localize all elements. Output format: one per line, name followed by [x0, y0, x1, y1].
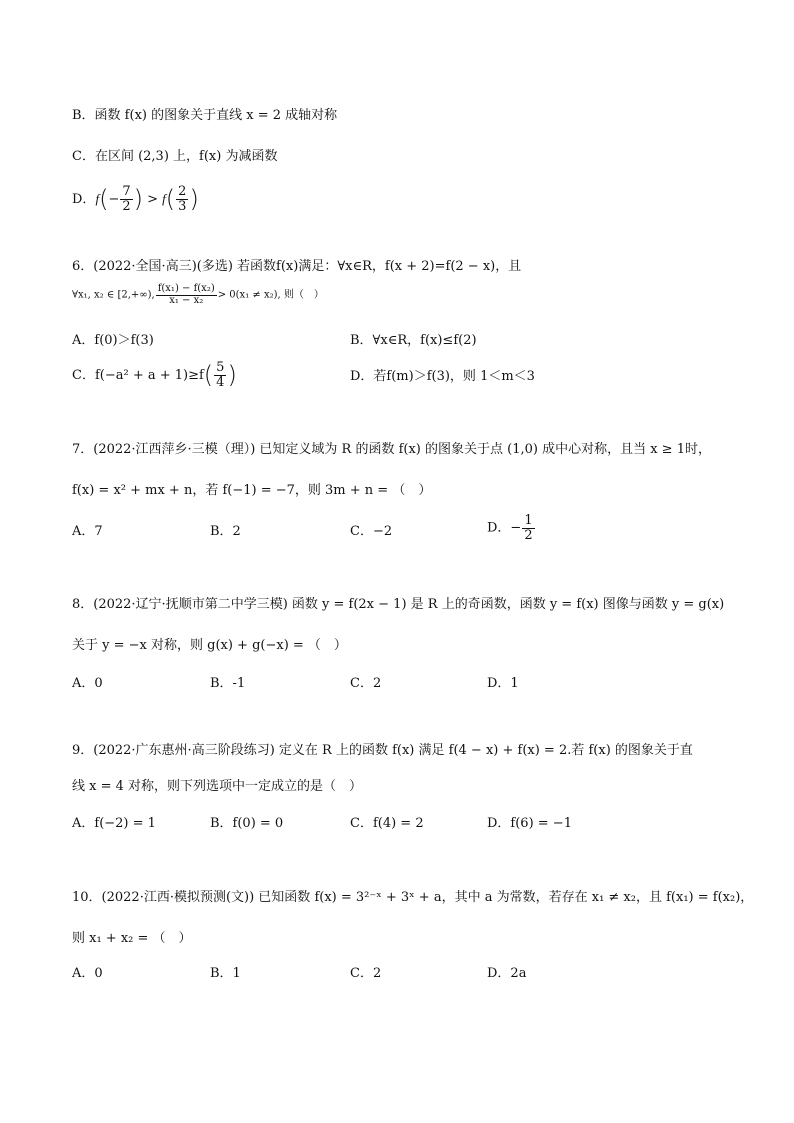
- q5-option-b: B．函数 f(x) 的图象关于直线 x = 2 成轴对称: [72, 108, 338, 123]
- q5-option-d-fraction-2: $\frac{2}{3}$: [178, 184, 187, 214]
- q5-option-d: D．f(− $\frac{7}{2}$ ) > f( $\frac{2}{3}$ ): [72, 184, 199, 214]
- q10-stem-line-1: 10．(2022·江西·模拟预测(文)) 已知函数 f(x) = 3²⁻ˣ + 3ˣ + a，其中 a 为常数，若存在 x₁ ≠ x₂，且 f(x₁) = f(x₂)，: [72, 890, 754, 905]
- q5-option-d-label: D．: [72, 191, 96, 207]
- q8-option-b: B．-1: [210, 676, 246, 691]
- q6-stem-line-1: 6．(2022·全国·高三)(多选) 若函数f(x)满足：∀x∈R，f(x + 2)=f(2 − x)，且: [72, 259, 522, 274]
- q10-option-a: A．0: [72, 966, 103, 981]
- q7-stem-line-2: f(x) = x² + mx + n，若 f(−1) = −7，则 3m + n = （ ）: [72, 483, 432, 498]
- q9-stem-line-2: 线 x = 4 对称，则下列选项中一定成立的是（ ）: [72, 779, 363, 794]
- q7-stem-line-1: 7．(2022·江西萍乡·三模（理）) 已知定义域为 R 的函数 f(x) 的图象关于点 (1,0) 成中心对称，且当 x ≥ 1时，: [72, 442, 711, 457]
- q10-option-d: D．2a: [487, 966, 527, 981]
- q7-option-c: C．−2: [350, 524, 393, 539]
- q7-option-a: A．7: [72, 524, 103, 539]
- q5-option-c: C．在区间 (2,3) 上，f(x) 为减函数: [72, 149, 278, 164]
- q10-option-c: C．2: [350, 966, 382, 981]
- q8-option-c: C．2: [350, 676, 382, 691]
- q10-option-b: B．1: [210, 966, 241, 981]
- q10-stem-line-2: 则 x₁ + x₂ = （ ）: [72, 931, 192, 946]
- q6-option-d: D．若f(m)＞f(3)，则 1＜m＜3: [350, 369, 535, 384]
- q8-option-a: A．0: [72, 676, 103, 691]
- q6-option-c: C．f(−a² + a + 1)≥f( $\frac{5}{4}$ ): [72, 360, 237, 390]
- q6-option-a: A．f(0)＞f(3): [72, 333, 154, 348]
- q9-option-c: C．f(4) = 2: [350, 816, 424, 831]
- q9-option-a: A．f(−2) = 1: [72, 816, 156, 831]
- q6-stem-fraction: $\frac{\text{f(x₁) − f(x₂)}}{\text{x₁ − x₂}}$: [157, 283, 215, 306]
- q5-option-d-fraction-1: $\frac{7}{2}$: [122, 184, 131, 214]
- q6-option-c-fraction: $\frac{5}{4}$: [216, 360, 225, 390]
- q8-option-d: D．1: [487, 676, 519, 691]
- q9-stem-line-1: 9．(2022·广东惠州·高三阶段练习) 定义在 R 上的函数 f(x) 满足 f(4 − x) + f(x) = 2.若 f(x) 的图象关于直: [72, 743, 693, 758]
- q6-stem-line-2: ∀x₁, x₂ ∈ [2,+∞), $\frac{\text{f(x₁) − f(x₂)}}{\text{x₁ − x₂}}$ > 0(x₁ ≠ x₂), 则（ ）: [72, 283, 324, 306]
- q7-option-b: B．2: [210, 524, 241, 539]
- q8-stem-line-1: 8．(2022·辽宁·抚顺市第二中学三模) 函数 y = f(2x − 1) 是 R 上的奇函数，函数 y = f(x) 图像与函数 y = g(x): [72, 597, 725, 612]
- q7-option-d: D．− $\frac{1}{2}$: [487, 513, 533, 543]
- q9-option-d: D．f(6) = −1: [487, 816, 572, 831]
- q7-option-d-fraction: $\frac{1}{2}$: [524, 513, 533, 543]
- q6-option-b: B．∀x∈R，f(x)≤f(2): [350, 333, 477, 348]
- q9-option-b: B．f(0) = 0: [210, 816, 284, 831]
- q8-stem-line-2: 关于 y = −x 对称，则 g(x) + g(−x) = （ ）: [72, 638, 347, 653]
